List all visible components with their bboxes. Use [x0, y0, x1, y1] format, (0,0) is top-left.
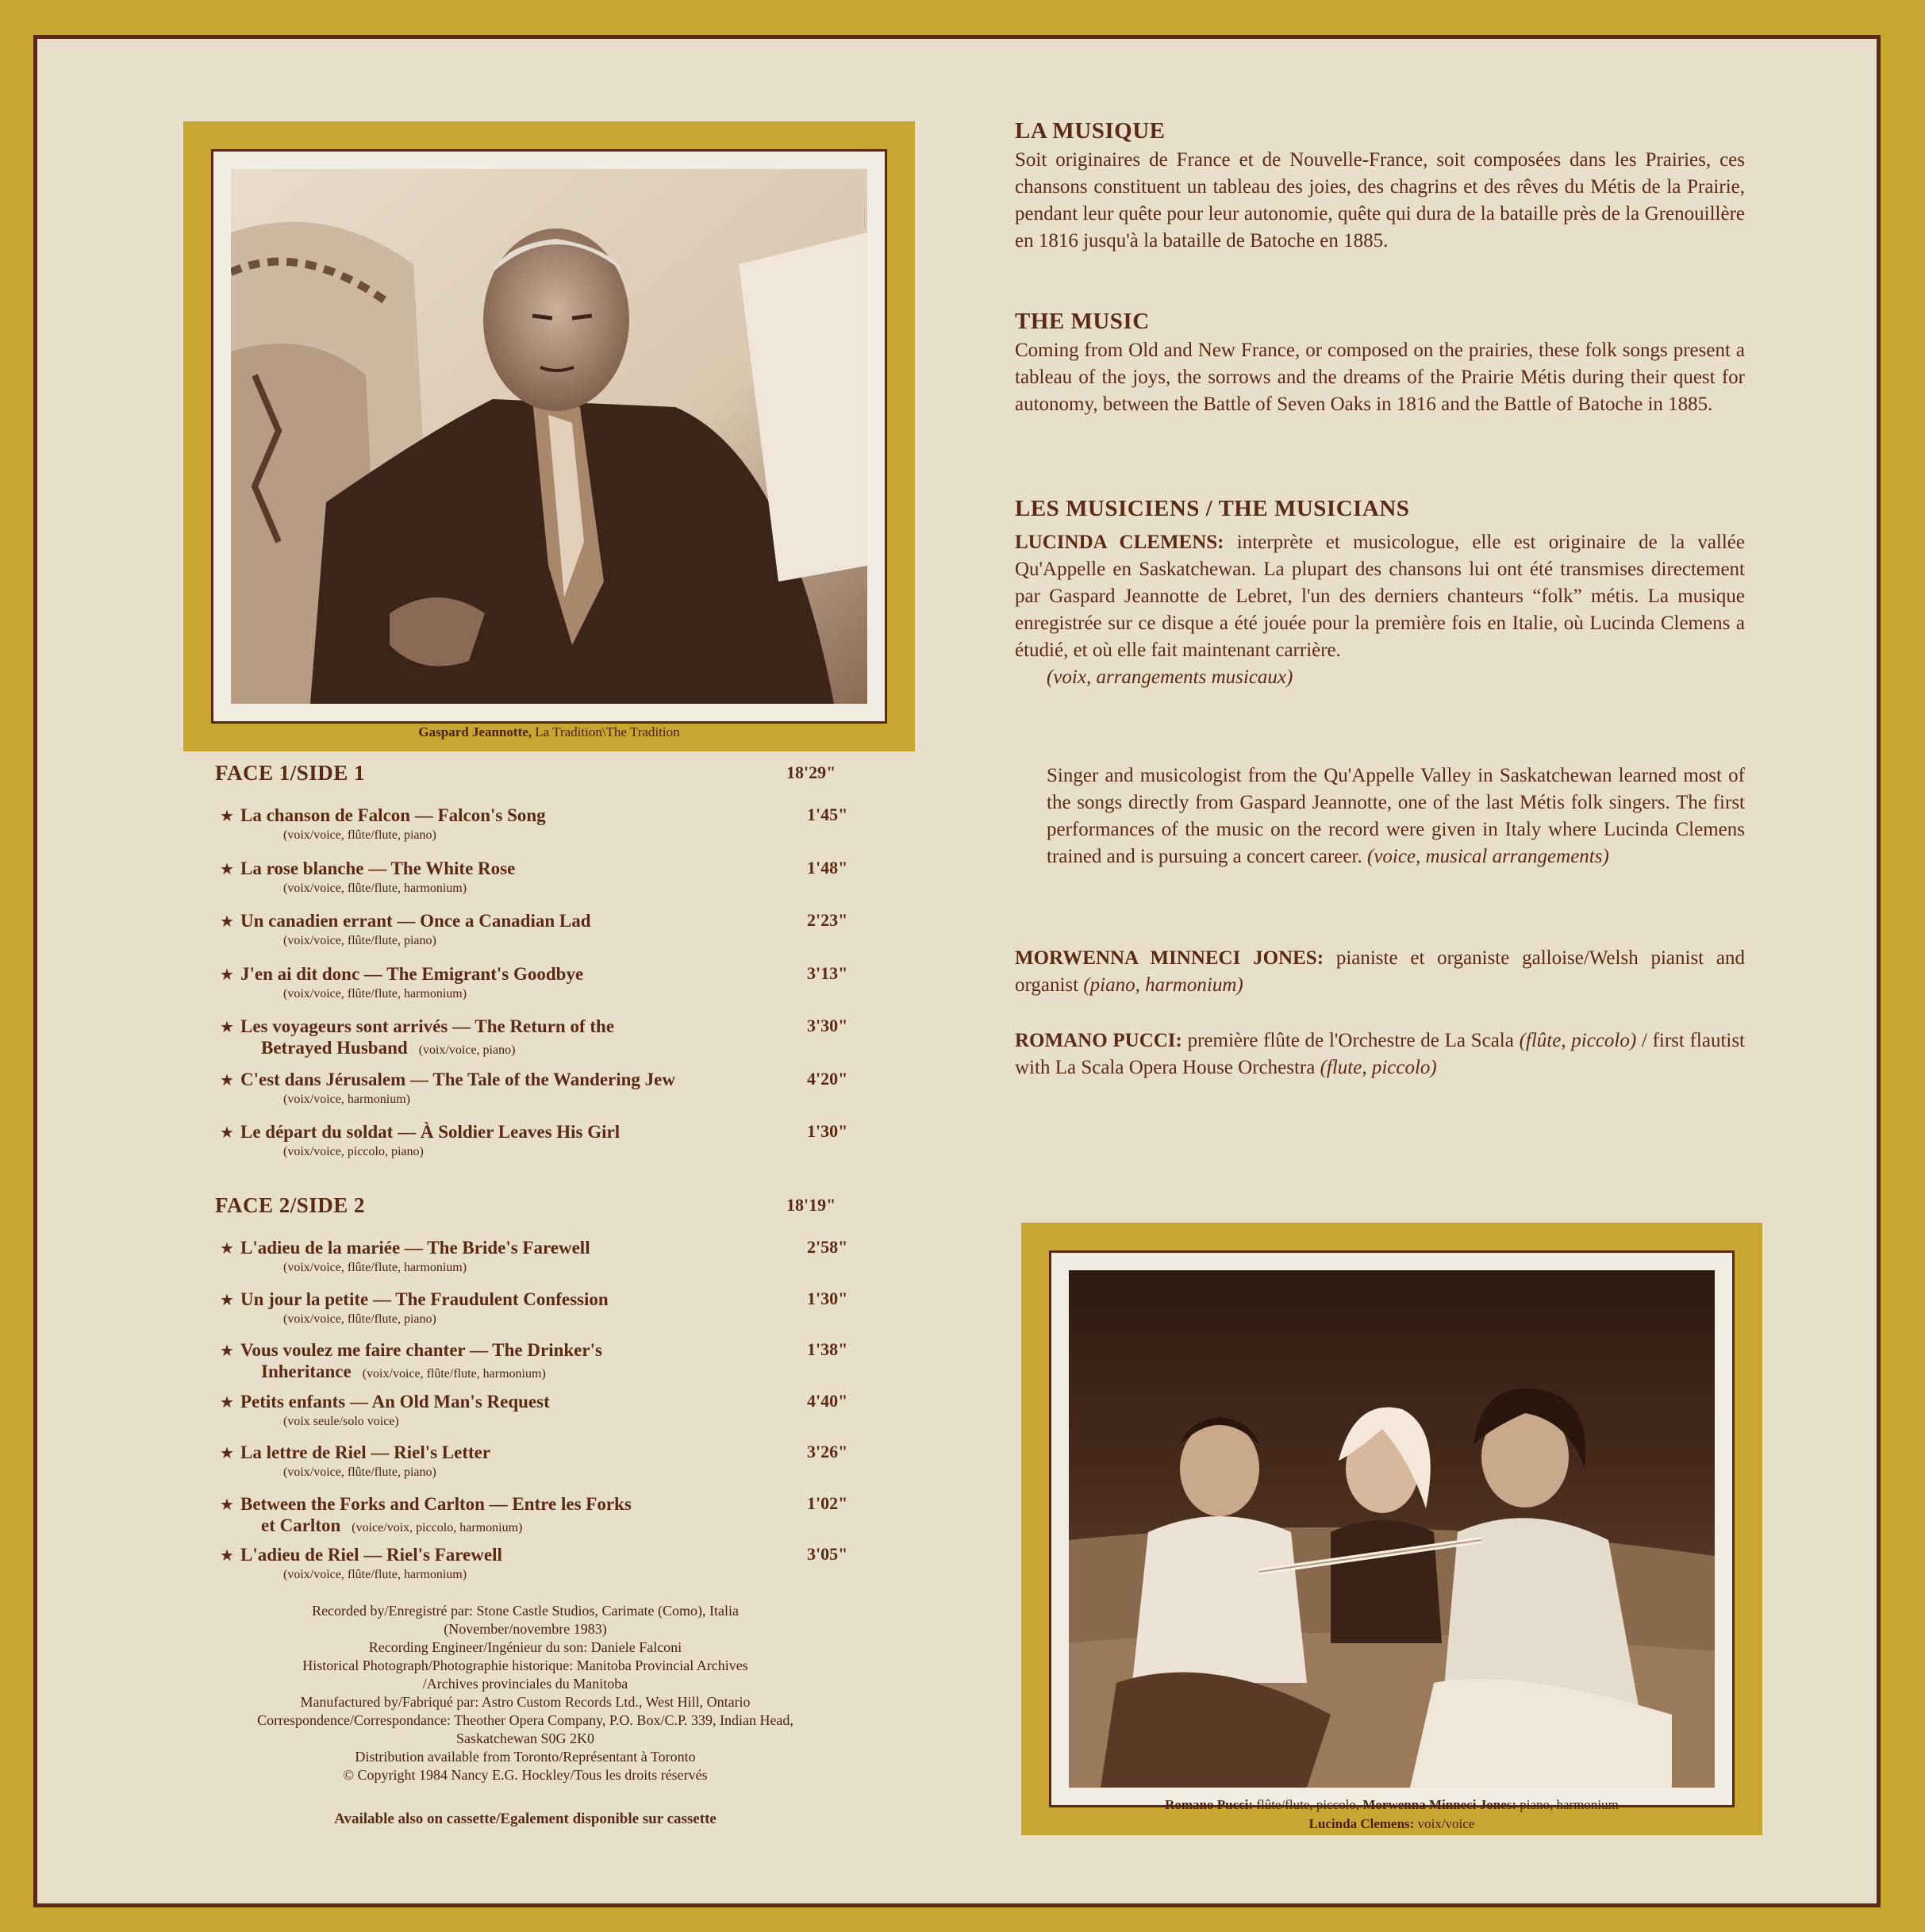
lucinda-clemens-name: LUCINDA CLEMENS: — [1015, 532, 1224, 553]
credit-line: © Copyright 1984 Nancy E.G. Hockley/Tous les droits réservés — [343, 1767, 708, 1783]
side1-total-time: 18'29" — [786, 762, 836, 782]
track-duration: 3'26" — [807, 1442, 848, 1461]
the-music-heading: THE MUSIC — [1015, 309, 1150, 334]
star-icon: ★ — [220, 808, 234, 825]
track-instruments: (voix/voice, flûte/flute, harmonium) — [283, 1568, 467, 1581]
musicians-photo-mat — [1049, 1250, 1735, 1807]
star-icon: ★ — [220, 913, 234, 931]
track-title: Un jour la petite — The Fraudulent Confession — [240, 1289, 609, 1309]
track-title: Between the Forks and Carlton — Entre les Forks et Carlton (voice/voix, piccolo, harmonium) — [240, 1493, 632, 1535]
side2-heading: FACE 2/SIDE 2 — [215, 1193, 366, 1217]
track-title: Le départ du soldat — À Soldier Leaves His Girl — [240, 1122, 621, 1142]
star-icon: ★ — [220, 1445, 234, 1462]
portrait-photo — [231, 169, 867, 704]
track-title: La lettre de Riel — Riel's Letter — [240, 1442, 491, 1462]
credit-line: Recorded by/Enregistré par: Stone Castle Studios, Carimate (Como), Italia — [312, 1603, 739, 1619]
lucinda-clemens-fr: LUCINDA CLEMENS: interprète et musicologue, elle est originaire de la vallée Qu'Appelle en Saskatchewan. La plupart des chansons lui ont été transmises directement par Gaspard Jeannotte de Lebret, l'un des derniers chanteurs “folk” métis. La musique enregistrée sur ce disque a été jouée pour la première fois en Italie, où Lucinda Clemens a étudié, et où elle fait maintenant carrière. (voix, arrangements musicaux) — [1015, 529, 1745, 691]
track-instruments: (voix/voice, flûte/flute, harmonium) — [362, 1367, 546, 1381]
track-duration: 1'30" — [807, 1121, 848, 1141]
credit-line: Saskatchewan S0G 2K0 — [456, 1730, 594, 1746]
track-title: Les voyageurs sont arrivés — The Return of the Betrayed Husband (voix/voice, piano) — [240, 1016, 615, 1058]
track-instruments: (voice/voix, piccolo, harmonium) — [352, 1520, 523, 1534]
star-icon: ★ — [220, 1547, 234, 1565]
musicians-caption: Romano Pucci: flûte/flute, piccolo, Morwenna Minneci Jones: piano, harmonium Lucinda Clemens: voix/voice — [1165, 1797, 1619, 1831]
credit-line: (November/novembre 1983) — [444, 1621, 607, 1637]
portrait-photo-frame — [183, 121, 915, 751]
star-icon: ★ — [220, 1240, 234, 1258]
side1-heading: FACE 1/SIDE 1 — [215, 761, 366, 785]
la-musique-heading: LA MUSIQUE — [1015, 118, 1166, 144]
star-icon: ★ — [220, 1291, 234, 1309]
credit-line: Recording Engineer/Ingénieur du son: Daniele Falconi — [368, 1639, 682, 1655]
morwenna-minneci-jones: MORWENNA MINNECI JONES: pianiste et organiste galloise/Welsh pianist and organist (piano, harmonium) — [1015, 947, 1745, 996]
track-duration: 3'30" — [807, 1016, 848, 1035]
track-instruments: (voix/voice, harmonium) — [283, 1092, 410, 1106]
credit-line: Historical Photograph/Photographie historique: Manitoba Provincial Archives — [302, 1657, 748, 1673]
star-icon: ★ — [220, 860, 234, 878]
content-panel — [33, 35, 1881, 1907]
star-icon: ★ — [220, 966, 234, 984]
cassette-availability: Available also on cassette/Egalement disponible sur cassette — [334, 1811, 717, 1827]
credit-line: Manufactured by/Fabriqué par: Astro Custom Records Ltd., West Hill, Ontario — [300, 1694, 751, 1710]
musicians-heading: LES MUSICIENS / THE MUSICIANS — [1015, 496, 1410, 521]
lucinda-en-roles: (voice, musical arrangements) — [1367, 846, 1609, 867]
track-instruments: (voix/voice, piccolo, piano) — [283, 1145, 424, 1158]
track-instruments: (voix/voice, flûte/flute, harmonium) — [283, 986, 467, 1001]
credits-block — [196, 1602, 855, 1784]
musicians-photo-frame — [1021, 1223, 1762, 1835]
track-duration: 1'48" — [807, 857, 848, 878]
romano-pucci: ROMANO PUCCI: première flûte de l'Orchestre de La Scala (flûte, piccolo) / first flautist with La Scala Opera House Orchestra (flute, piccolo) — [1015, 1030, 1746, 1078]
track-duration: 1'38" — [807, 1339, 848, 1359]
star-icon: ★ — [220, 1071, 234, 1089]
morwenna-name: MORWENNA MINNECI JONES: — [1015, 947, 1324, 969]
track-duration: 4'40" — [807, 1390, 848, 1411]
star-icon: ★ — [220, 1342, 234, 1360]
side2-total-time: 18'19" — [786, 1195, 836, 1215]
track-duration: 1'02" — [807, 1492, 848, 1513]
track-title: La chanson de Falcon — Falcon's Song — [240, 805, 546, 825]
track-title: Vous voulez me faire chanter — The Drinker's Inheritance (voix/voice, flûte/flute, harmonium) — [240, 1340, 602, 1381]
the-music-text: Coming from Old and New France, or composed on the prairies, these folk songs present a tableau of the joys, the sorrows and the dreams of the Prairie Métis during their quest for autonomy, between the Battle of Seven Oaks in 1816 and the Battle of Batoche in 1885. — [1015, 340, 1745, 415]
track-title: Petits enfants — An Old Man's Request — [240, 1391, 550, 1412]
credit-line: /Archives provinciales du Manitoba — [422, 1676, 628, 1692]
star-icon: ★ — [220, 1124, 234, 1142]
track-instruments: (voix/voice, flûte/flute, piano) — [283, 1312, 436, 1326]
track-instruments: (voix/voice, flûte/flute, piano) — [283, 828, 436, 842]
track-instruments: (voix/voice, flûte/flute, piano) — [283, 934, 436, 947]
star-icon: ★ — [220, 1393, 234, 1412]
track-duration: 3'13" — [807, 962, 848, 983]
track-title: C'est dans Jérusalem — The Tale of the Wandering Jew — [240, 1069, 675, 1089]
track-instruments: (voix seule/solo voice) — [283, 1414, 399, 1428]
track-duration: 4'20" — [807, 1068, 848, 1089]
la-musique-text: Soit originaires de France et de Nouvelle-France, soit composées dans les Prairies, ces chansons constituent un tableau des joies, des chagrins et des rêves du Métis de la Prairie, pendant leur quête pour leur autonomie, quête qui dura de la bataille près de la Grenouillère en 1816 jusqu'à la bataille de Batoche en 1885. — [1015, 149, 1745, 252]
portrait-caption: Gaspard Jeannotte, La Tradition\The Tradition — [418, 724, 680, 739]
track-duration: 2'23" — [807, 910, 848, 930]
track-instruments: (voix/voice, flûte/flute, piano) — [283, 1465, 436, 1479]
credit-line: Distribution available from Toronto/Représentant à Toronto — [355, 1749, 696, 1765]
star-icon: ★ — [220, 1496, 234, 1514]
track-title: J'en ai dit donc — The Emigrant's Goodbye — [240, 963, 584, 984]
romano-name: ROMANO PUCCI: — [1015, 1030, 1182, 1051]
track-instruments: (voix/voice, flûte/flute, harmonium) — [283, 881, 467, 895]
track-instruments: (voix/voice, flûte/flute, harmonium) — [283, 1261, 467, 1274]
musicians-photo — [1069, 1270, 1715, 1788]
lucinda-fr-roles: (voix, arrangements musicaux) — [1047, 666, 1293, 688]
track-title: L'adieu de Riel — Riel's Farewell — [240, 1545, 502, 1565]
credit-line: Correspondence/Correspondance: Theother Opera Company, P.O. Box/C.P. 339, Indian Head, — [257, 1712, 793, 1728]
track-instruments: (voix/voice, piano) — [418, 1043, 516, 1057]
star-icon: ★ — [220, 1019, 234, 1036]
track-duration: 3'05" — [807, 1544, 848, 1564]
track-duration: 1'30" — [807, 1288, 848, 1308]
track-title: Un canadien errant — Once a Canadian Lad — [240, 911, 591, 931]
track-duration: 1'45" — [807, 805, 848, 824]
portrait-photo-mat — [211, 149, 887, 724]
track-title: La rose blanche — The White Rose — [240, 858, 516, 878]
track-duration: 2'58" — [807, 1237, 848, 1257]
track-title: L'adieu de la mariée — The Bride's Farewell — [240, 1238, 590, 1258]
lucinda-clemens-en: Singer and musicologist from the Qu'Appelle Valley in Saskatchewan learned most of the songs directly from Gaspard Jeannotte, one of the last Métis folk singers. The first performances of the music on the record were given in Italy where Lucinda Clemens trained and is pursuing a concert career. (voice, musical arrangements) — [1047, 765, 1745, 867]
